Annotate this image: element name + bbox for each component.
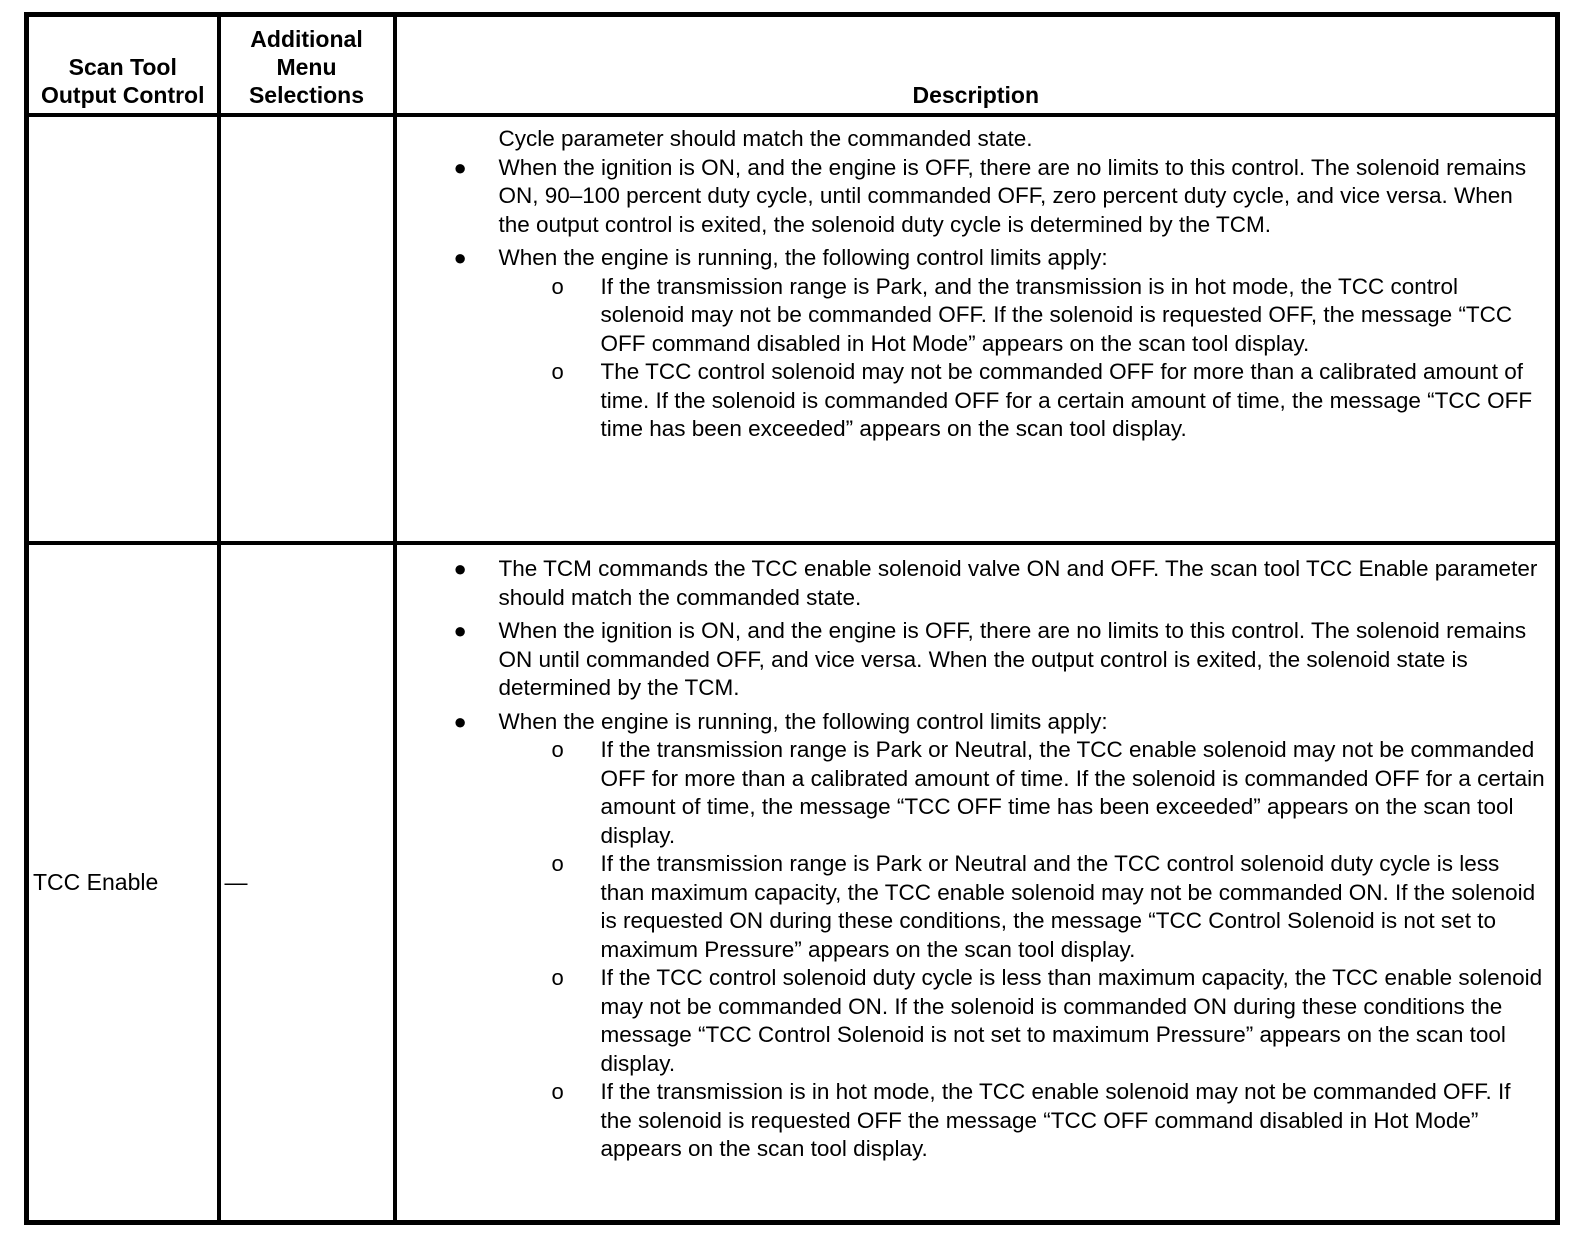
list-item <box>397 708 1548 1164</box>
header-col2-line2: Menu <box>276 54 337 80</box>
sub-list-item <box>499 358 1548 444</box>
sub-list-item <box>499 736 1548 850</box>
sub-list-item <box>499 964 1548 1078</box>
sub-list-item <box>499 1078 1548 1164</box>
bullet-list <box>397 555 1548 1164</box>
header-additional-menu-selections <box>219 15 395 116</box>
sub-bullet-text: If the TCC control solenoid duty cycle is less than maximum capacity, the TCC enable solenoid may not be commanded ON. If the solenoid is commanded ON during these conditions the message “TCC Control Solenoid is not set to maximum Pressure” appears on the scan tool display. <box>600 965 1543 1076</box>
header-col1-line2: Output Control <box>40 82 205 108</box>
sub-bullet-text: If the transmission range is Park, and the transmission is in hot mode, the TCC control solenoid may not be commanded OFF. If the solenoid is requested OFF, the message “TCC OFF command disabled in Hot Mode” appears on the scan tool display. <box>600 273 1513 356</box>
list-item <box>397 154 1548 240</box>
output-control-table <box>24 12 1560 1225</box>
menu-selections-cell <box>219 115 395 543</box>
bullet-icon: ● <box>453 245 467 270</box>
description-cell <box>395 115 1558 543</box>
output-control-cell: TCC Enable <box>27 543 219 1223</box>
list-item <box>397 555 1548 612</box>
list-item <box>397 617 1548 703</box>
header-row <box>27 15 1558 116</box>
sub-list-item <box>499 273 1548 359</box>
header-col2-line1: Additional <box>250 26 363 52</box>
bullet-icon: ● <box>453 708 467 734</box>
description-cell <box>395 543 1558 1223</box>
bullet-icon: ● <box>453 618 467 643</box>
list-item <box>397 244 1548 444</box>
header-description: Description <box>395 15 1558 116</box>
bullet-text: The TCM commands the TCC enable solenoid valve ON and OFF. The scan tool TCC Enable parameter should match the commanded state. <box>498 556 1538 610</box>
circle-bullet-icon: o <box>551 1079 564 1104</box>
bullet-text: When the ignition is ON, and the engine is OFF, there are no limits to this control. The solenoid remains ON until commanded OFF, and vice versa. When the output control is exited, the solenoid state is determined by the TCM. <box>498 618 1527 700</box>
description-lead: Cycle parameter should match the commanded state. <box>498 126 1033 151</box>
bullet-text: When the engine is running, the following control limits apply: <box>498 245 1108 270</box>
sub-bullet-text: The TCC control solenoid may not be commanded OFF for more than a calibrated amount of time. If the solenoid is commanded OFF for a certain amount of time, the message “TCC OFF time has been exceeded” appears on the scan tool display. <box>600 359 1533 441</box>
sub-list <box>499 273 1548 444</box>
sub-bullet-text: If the transmission is in hot mode, the TCC enable solenoid may not be commanded OFF. If the solenoid is requested OFF the message “TCC OFF command disabled in Hot Mode” appears on the scan tool display. <box>600 1079 1511 1161</box>
bullet-text: When the ignition is ON, and the engine is OFF, there are no limits to this control. The solenoid remains ON, 90–100 percent duty cycle, until commanded OFF, zero percent duty cycle, and vice versa. When the output control is exited, the solenoid duty cycle is determined by the TCM. <box>498 154 1527 237</box>
bullet-icon: ● <box>453 154 467 180</box>
sub-list <box>499 736 1548 1164</box>
circle-bullet-icon: o <box>551 851 564 876</box>
bullet-text: When the engine is running, the following control limits apply: <box>498 708 1108 734</box>
table-row <box>27 543 1558 1223</box>
header-scan-tool-output-control <box>27 15 219 116</box>
menu-selections-cell: — <box>219 543 395 1223</box>
circle-bullet-icon: o <box>551 965 564 990</box>
header-col1-line1: Scan Tool <box>68 54 177 80</box>
circle-bullet-icon: o <box>551 273 564 299</box>
sub-bullet-text: If the transmission range is Park or Neutral, the TCC enable solenoid may not be commanded OFF for more than a calibrated amount of time. If the solenoid is commanded OFF for a certain amount of time, the message “TCC OFF time has been exceeded” appears on the scan tool display. <box>600 737 1545 848</box>
output-control-cell <box>27 115 219 543</box>
sub-bullet-text: If the transmission range is Park or Neutral and the TCC control solenoid duty cycle is less than maximum capacity, the TCC enable solenoid may not be commanded ON. If the solenoid is requested ON during these conditions, the message “TCC Control Solenoid is not set to maximum Pressure” appears on the scan tool display. <box>600 851 1536 962</box>
table-row <box>27 115 1558 543</box>
sub-list-item <box>499 850 1548 964</box>
bullet-icon: ● <box>453 556 467 581</box>
circle-bullet-icon: o <box>551 737 564 762</box>
circle-bullet-icon: o <box>551 359 564 384</box>
bullet-list <box>397 154 1548 444</box>
header-col2-line3: Selections <box>248 82 365 108</box>
